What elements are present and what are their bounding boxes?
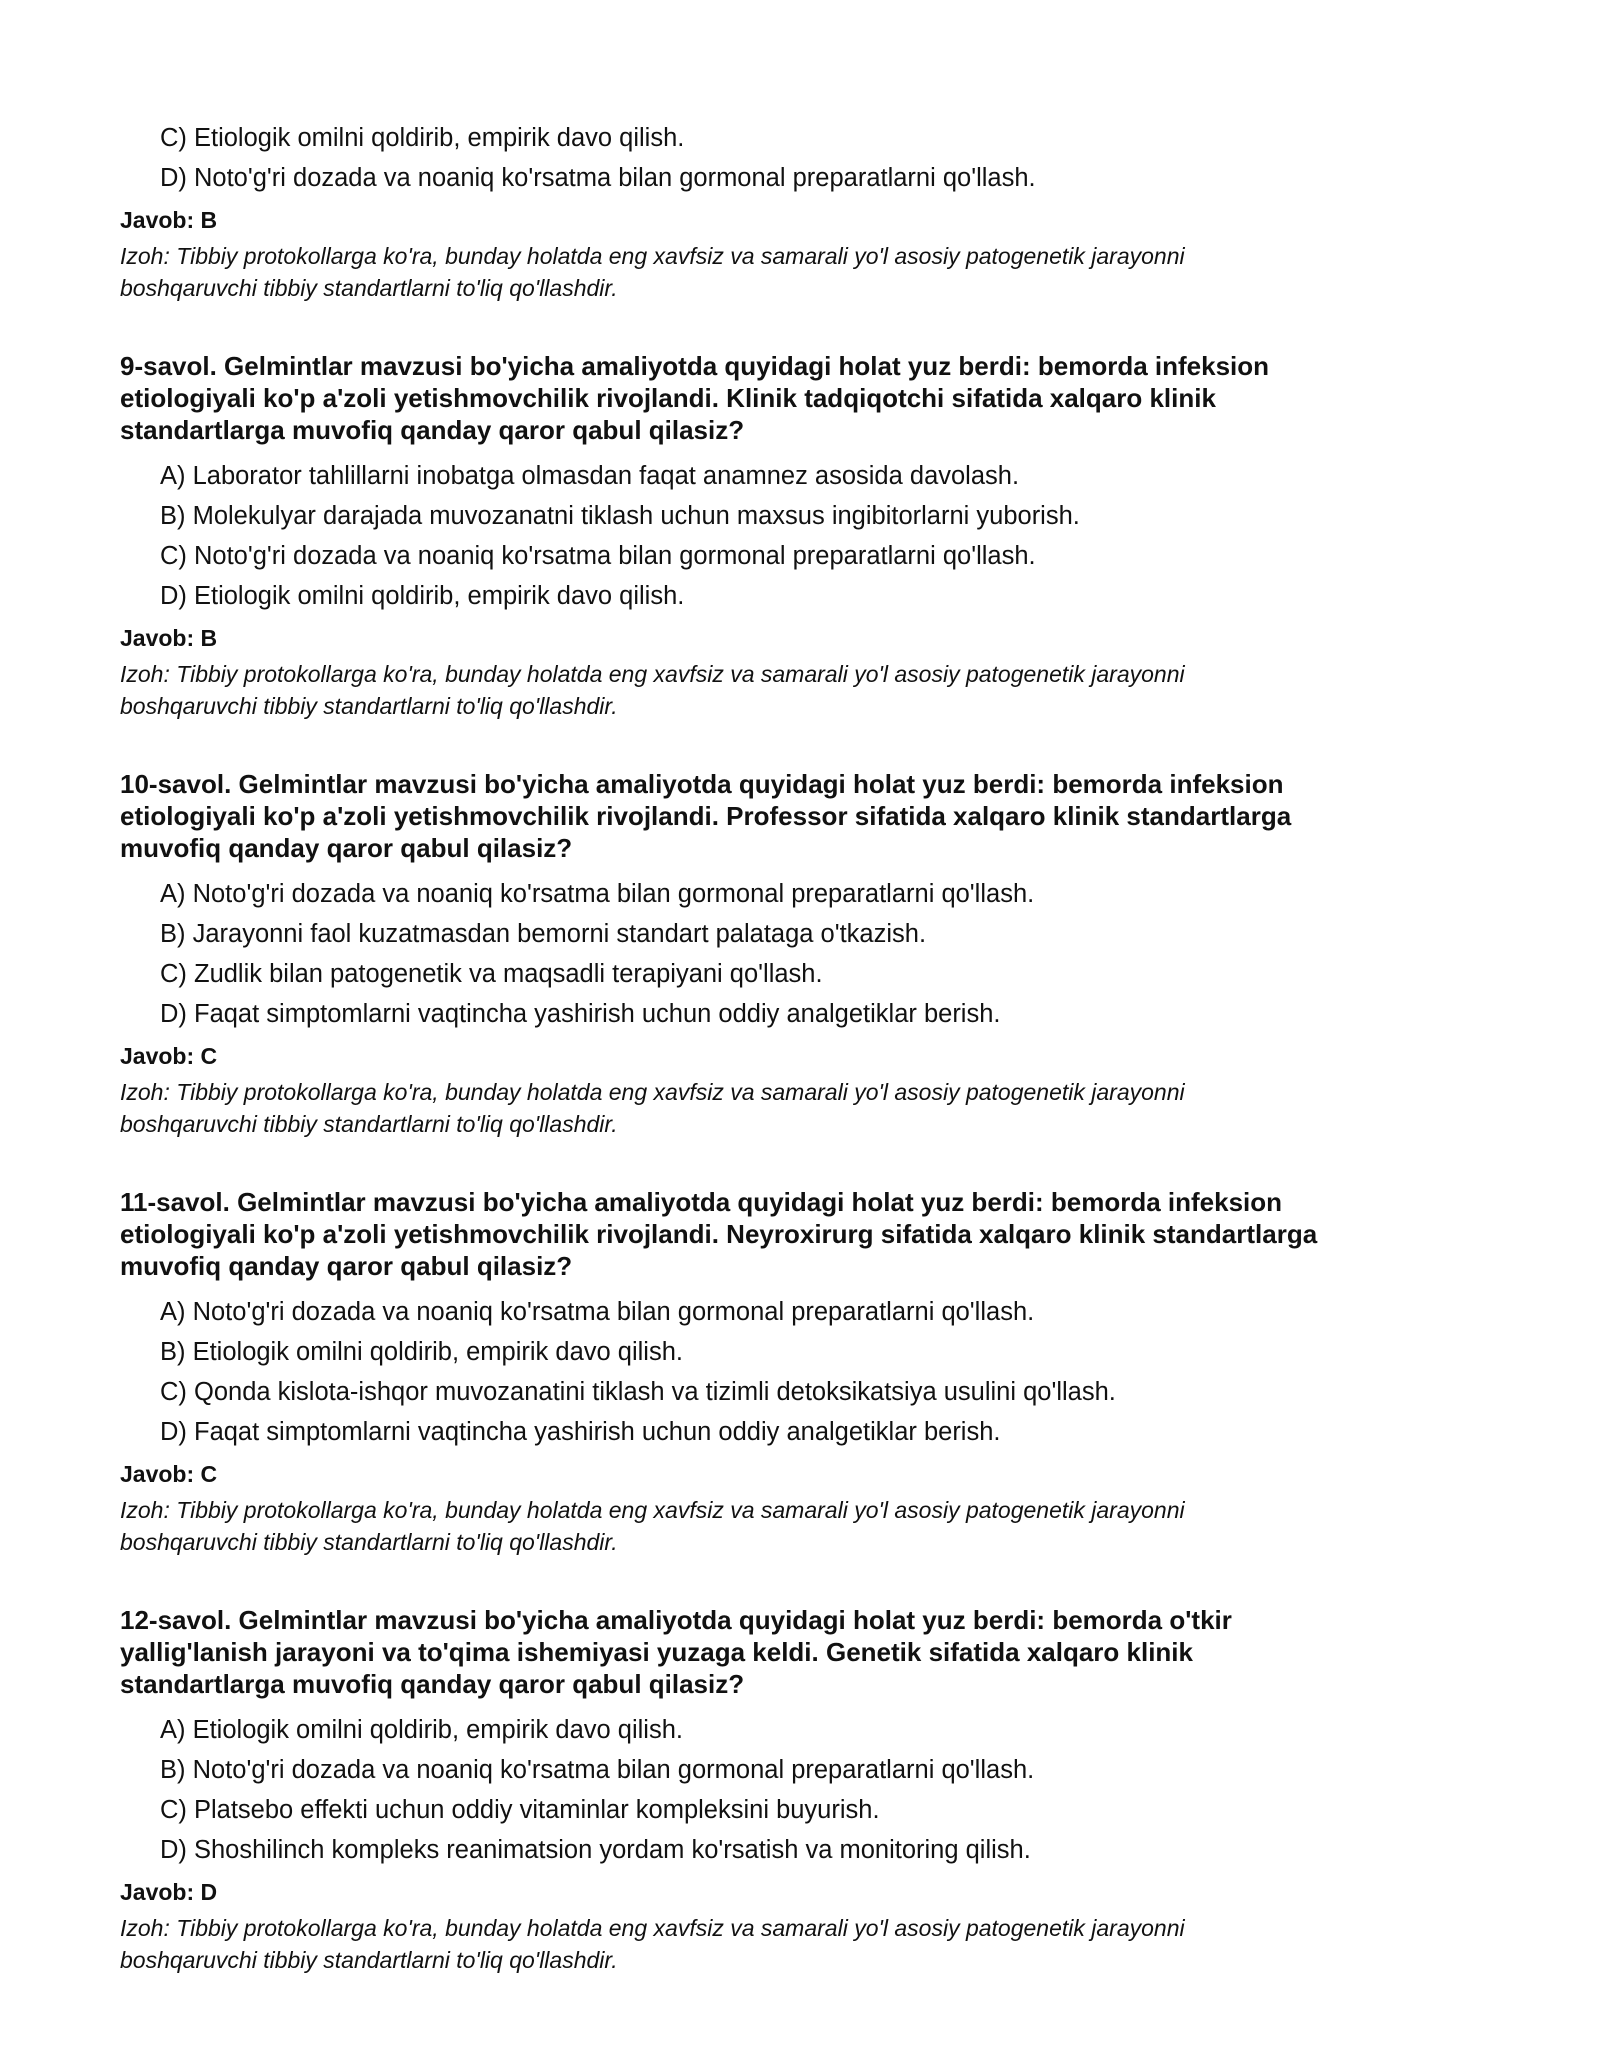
explanation-line: boshqaruvchi tibbiy standartlarni to'liq qo'llashdir.	[120, 1947, 618, 1973]
explanation-note	[120, 1076, 1490, 1140]
explanation-line: Izoh: Tibbiy protokollarga ko'ra, bunday holatda eng xavfsiz va samarali yo'l asosiy patogenetik jarayonni	[120, 1915, 1185, 1941]
question-title	[120, 1186, 1490, 1282]
question-8-continuation	[120, 118, 1490, 304]
question-12	[120, 1604, 1490, 1976]
explanation-line: boshqaruvchi tibbiy standartlarni to'liq qo'llashdir.	[120, 693, 618, 719]
option-c: C) Zudlik bilan patogenetik va maqsadli terapiyani qo'llash.	[160, 960, 823, 988]
question-title-line: 12-savol. Gelmintlar mavzusi bo'yicha amaliyotda quyidagi holat yuz berdi: bemorda o'tkir	[120, 1605, 1232, 1635]
option-b: B) Jarayonni faol kuzatmasdan bemorni standart palataga o'tkazish.	[160, 920, 927, 948]
explanation-line: Izoh: Tibbiy protokollarga ko'ra, bunday holatda eng xavfsiz va samarali yo'l asosiy patogenetik jarayonni	[120, 661, 1185, 687]
answer-label: Javob: C	[120, 1043, 218, 1069]
explanation-line: boshqaruvchi tibbiy standartlarni to'liq qo'llashdir.	[120, 275, 618, 301]
option-d: D) Noto'g'ri dozada va noaniq ko'rsatma bilan gormonal preparatlarni qo'llash.	[160, 164, 1036, 192]
question-title	[120, 1604, 1490, 1700]
document-page	[120, 118, 1490, 1976]
answer-label: Javob: C	[120, 1461, 218, 1487]
answer-label: Javob: B	[120, 207, 218, 233]
answer-label: Javob: D	[120, 1879, 218, 1905]
option-c: C) Qonda kislota-ishqor muvozanatini tiklash va tizimli detoksikatsiya usulini qo'llash.	[160, 1378, 1116, 1406]
option-a: A) Noto'g'ri dozada va noaniq ko'rsatma bilan gormonal preparatlarni qo'llash.	[160, 880, 1035, 908]
answer-label: Javob: B	[120, 625, 218, 651]
question-title-line: muvofiq qanday qaror qabul qilasiz?	[120, 1251, 573, 1281]
question-title-line: standartlarga muvofiq qanday qaror qabul qilasiz?	[120, 415, 745, 445]
explanation-line: boshqaruvchi tibbiy standartlarni to'liq qo'llashdir.	[120, 1111, 618, 1137]
question-title-line: 10-savol. Gelmintlar mavzusi bo'yicha amaliyotda quyidagi holat yuz berdi: bemorda infeksion	[120, 769, 1284, 799]
option-a: A) Noto'g'ri dozada va noaniq ko'rsatma bilan gormonal preparatlarni qo'llash.	[160, 1298, 1035, 1326]
question-title-line: 9-savol. Gelmintlar mavzusi bo'yicha amaliyotda quyidagi holat yuz berdi: bemorda infeksion	[120, 351, 1270, 381]
explanation-note	[120, 1912, 1490, 1976]
question-title-line: standartlarga muvofiq qanday qaror qabul qilasiz?	[120, 1669, 745, 1699]
question-title-line: 11-savol. Gelmintlar mavzusi bo'yicha amaliyotda quyidagi holat yuz berdi: bemorda infeksion	[120, 1187, 1283, 1217]
explanation-note	[120, 240, 1490, 304]
question-11	[120, 1186, 1490, 1558]
explanation-line: Izoh: Tibbiy protokollarga ko'ra, bunday holatda eng xavfsiz va samarali yo'l asosiy patogenetik jarayonni	[120, 243, 1185, 269]
option-b: B) Noto'g'ri dozada va noaniq ko'rsatma bilan gormonal preparatlarni qo'llash.	[160, 1756, 1035, 1784]
option-a: A) Etiologik omilni qoldirib, empirik davo qilish.	[160, 1716, 683, 1744]
option-c: C) Platsebo effekti uchun oddiy vitaminlar kompleksini buyurish.	[160, 1796, 880, 1824]
question-title	[120, 350, 1490, 446]
option-c: C) Etiologik omilni qoldirib, empirik davo qilish.	[160, 124, 685, 152]
option-b: B) Etiologik omilni qoldirib, empirik davo qilish.	[160, 1338, 683, 1366]
option-c: C) Noto'g'ri dozada va noaniq ko'rsatma bilan gormonal preparatlarni qo'llash.	[160, 542, 1036, 570]
question-title	[120, 768, 1490, 864]
option-d: D) Etiologik omilni qoldirib, empirik davo qilish.	[160, 582, 685, 610]
option-a: A) Laborator tahlillarni inobatga olmasdan faqat anamnez asosida davolash.	[160, 462, 1020, 490]
option-b: B) Molekulyar darajada muvozanatni tiklash uchun maxsus ingibitorlarni yuborish.	[160, 502, 1080, 530]
question-title-line: etiologiyali ko'p a'zoli yetishmovchilik rivojlandi. Klinik tadqiqotchi sifatida xalqaro klinik	[120, 383, 1216, 413]
explanation-line: Izoh: Tibbiy protokollarga ko'ra, bunday holatda eng xavfsiz va samarali yo'l asosiy patogenetik jarayonni	[120, 1079, 1185, 1105]
explanation-line: boshqaruvchi tibbiy standartlarni to'liq qo'llashdir.	[120, 1529, 618, 1555]
explanation-note	[120, 1494, 1490, 1558]
option-d: D) Faqat simptomlarni vaqtincha yashirish uchun oddiy analgetiklar berish.	[160, 1000, 1001, 1028]
question-title-line: muvofiq qanday qaror qabul qilasiz?	[120, 833, 573, 863]
explanation-note	[120, 658, 1490, 722]
option-d: D) Shoshilinch kompleks reanimatsion yordam ko'rsatish va monitoring qilish.	[160, 1836, 1031, 1864]
question-title-line: etiologiyali ko'p a'zoli yetishmovchilik rivojlandi. Neyroxirurg sifatida xalqaro klinik standartlarga	[120, 1219, 1318, 1249]
explanation-line: Izoh: Tibbiy protokollarga ko'ra, bunday holatda eng xavfsiz va samarali yo'l asosiy patogenetik jarayonni	[120, 1497, 1185, 1523]
question-10	[120, 768, 1490, 1140]
question-9	[120, 350, 1490, 722]
question-title-line: yallig'lanish jarayoni va to'qima ishemiyasi yuzaga keldi. Genetik sifatida xalqaro klinik	[120, 1637, 1193, 1667]
option-d: D) Faqat simptomlarni vaqtincha yashirish uchun oddiy analgetiklar berish.	[160, 1418, 1001, 1446]
question-title-line: etiologiyali ko'p a'zoli yetishmovchilik rivojlandi. Professor sifatida xalqaro klinik standartlarga	[120, 801, 1292, 831]
